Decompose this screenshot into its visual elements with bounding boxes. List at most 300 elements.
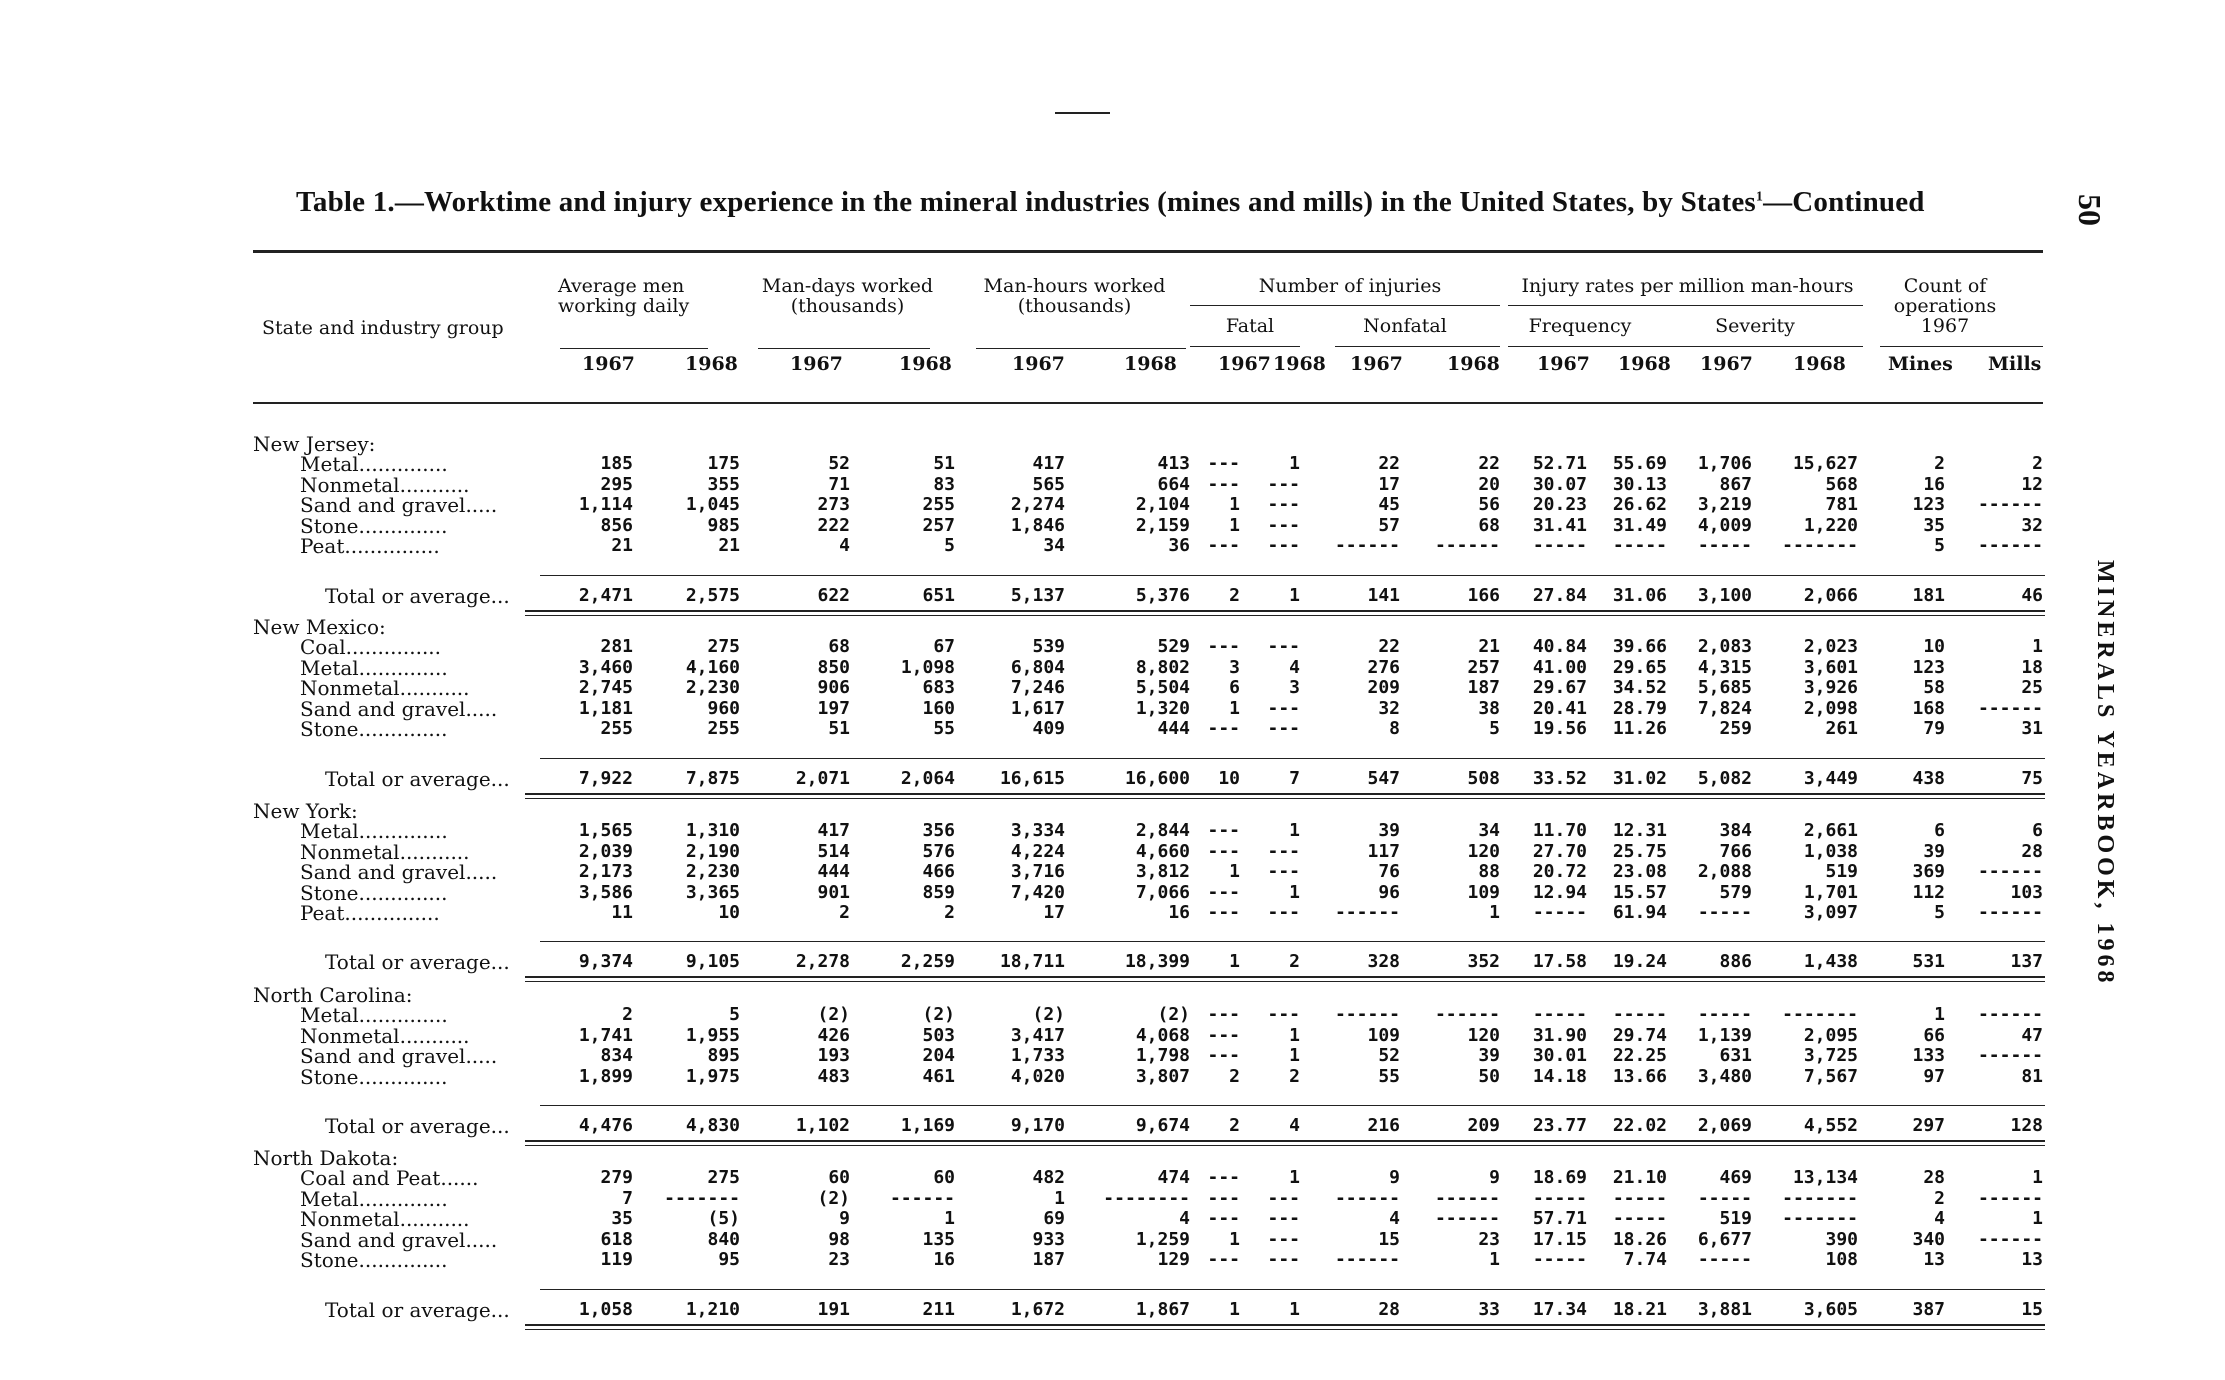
table-cell: --- bbox=[1267, 1249, 1300, 1271]
table-cell: 39 bbox=[1478, 1045, 1500, 1067]
year-header: 1968 bbox=[899, 353, 952, 375]
table-cell: --- bbox=[1267, 1004, 1300, 1025]
table-cell: 28 bbox=[1378, 1299, 1400, 1320]
table-cell: 461 bbox=[922, 1065, 955, 1087]
table-cell: 1,045 bbox=[685, 494, 740, 516]
table-cell: 1,975 bbox=[685, 1065, 740, 1087]
table-cell: 17 bbox=[1043, 902, 1065, 924]
table-cell: ------ bbox=[1977, 902, 2043, 924]
table-cell: --- bbox=[1267, 697, 1300, 719]
table-cell: 2,173 bbox=[578, 861, 633, 883]
table-cell: 5,137 bbox=[1010, 585, 1065, 606]
table-cell: ----- bbox=[1697, 902, 1752, 924]
table-cell: 1,741 bbox=[578, 1024, 633, 1046]
table-cell: 40.84 bbox=[1532, 636, 1587, 657]
table-cell: --- bbox=[1207, 535, 1240, 557]
row-label: Sand and gravel..... bbox=[300, 696, 498, 721]
table-cell: 137 bbox=[2010, 951, 2043, 972]
table-cell: 3,926 bbox=[1803, 677, 1858, 699]
table-cell: 21 bbox=[611, 535, 633, 557]
table-cell: 2 bbox=[1934, 453, 1945, 474]
table-cell: 30.13 bbox=[1612, 473, 1667, 495]
table-cell: 895 bbox=[707, 1045, 740, 1067]
table-cell: 9,374 bbox=[578, 951, 633, 972]
table-row bbox=[0, 880, 2225, 905]
table-cell: 3,449 bbox=[1803, 768, 1858, 789]
table-cell: 683 bbox=[922, 677, 955, 699]
table-cell: 2,745 bbox=[578, 677, 633, 699]
table-cell: 2,844 bbox=[1135, 820, 1190, 841]
year-header: 1967 bbox=[1700, 353, 1753, 375]
row-label: Metal.............. bbox=[300, 1003, 448, 1027]
table-cell: 35 bbox=[1923, 514, 1945, 536]
table-cell: 1,846 bbox=[1010, 514, 1065, 536]
table-cell: 1,102 bbox=[795, 1115, 850, 1136]
table-row bbox=[0, 1005, 2225, 1025]
table-cell: --- bbox=[1267, 861, 1300, 883]
table-cell: 5 bbox=[729, 1004, 740, 1025]
table-cell: 2,159 bbox=[1135, 514, 1190, 536]
table-cell: 119 bbox=[600, 1249, 633, 1271]
table-cell: 3,334 bbox=[1010, 820, 1065, 841]
table-cell: 31.02 bbox=[1612, 768, 1667, 789]
table-cell: 55 bbox=[933, 718, 955, 740]
table-cell: 1 bbox=[1289, 1299, 1300, 1320]
table-cell: 5 bbox=[1934, 535, 1945, 557]
table-cell: 1,955 bbox=[685, 1024, 740, 1046]
table-cell: 390 bbox=[1825, 1228, 1858, 1250]
table-cell: 3,097 bbox=[1803, 902, 1858, 924]
table-cell: 135 bbox=[922, 1228, 955, 1250]
table-cell: 15 bbox=[2021, 1299, 2043, 1320]
table-cell: ------- bbox=[1782, 535, 1858, 557]
table-cell: 18,399 bbox=[1124, 951, 1190, 972]
table-cell: 18 bbox=[2021, 656, 2043, 678]
table-cell: 7,824 bbox=[1697, 697, 1752, 719]
table-cell: 75 bbox=[2021, 768, 2043, 789]
table-cell: 1,259 bbox=[1135, 1228, 1190, 1250]
table-cell: 23.08 bbox=[1612, 861, 1667, 883]
table-cell: (2) bbox=[1032, 1004, 1065, 1025]
table-cell: --- bbox=[1207, 840, 1240, 862]
table-cell: 906 bbox=[817, 677, 850, 699]
table-cell: 4,068 bbox=[1135, 1024, 1190, 1046]
table-row bbox=[0, 655, 2225, 680]
table-cell: 2,230 bbox=[685, 677, 740, 699]
table-cell: 25 bbox=[2021, 677, 2043, 699]
state-heading: New York: bbox=[253, 799, 358, 823]
table-row bbox=[0, 839, 2225, 864]
table-cell: 13 bbox=[1923, 1249, 1945, 1271]
row-label: Coal............... bbox=[300, 635, 442, 659]
year-header: 1968 bbox=[1273, 353, 1326, 375]
table-cell: 257 bbox=[922, 514, 955, 536]
table-cell: 503 bbox=[922, 1024, 955, 1046]
table-cell: 15 bbox=[1378, 1228, 1400, 1250]
table-cell: --- bbox=[1267, 494, 1300, 516]
table-cell: 2 bbox=[1229, 1115, 1240, 1136]
table-cell: 7,567 bbox=[1803, 1065, 1858, 1087]
table-cell: 3,480 bbox=[1697, 1065, 1752, 1087]
table-cell: 1,310 bbox=[685, 820, 740, 841]
table-cell: 9,105 bbox=[685, 951, 740, 972]
table-cell: 2,088 bbox=[1697, 861, 1752, 883]
row-label: Stone.............. bbox=[300, 880, 448, 905]
table-cell: 2,098 bbox=[1803, 697, 1858, 719]
table-row bbox=[0, 696, 2225, 721]
table-cell: 1 bbox=[1229, 514, 1240, 536]
table-cell: 66 bbox=[1923, 1024, 1945, 1046]
table-cell: 34.52 bbox=[1612, 677, 1667, 699]
row-label: Total or average... bbox=[325, 950, 510, 974]
table-cell: 14.18 bbox=[1532, 1065, 1587, 1087]
table-cell: 1,672 bbox=[1010, 1299, 1065, 1320]
table-cell: (2) bbox=[1157, 1004, 1190, 1025]
table-cell: 88 bbox=[1478, 861, 1500, 883]
table-cell: ------ bbox=[1434, 1004, 1500, 1025]
table-row bbox=[0, 1064, 2225, 1089]
table-cell: 257 bbox=[1467, 656, 1500, 678]
table-cell: 60 bbox=[828, 1167, 850, 1188]
table-cell: 21 bbox=[718, 535, 740, 557]
table-row bbox=[0, 821, 2225, 841]
table-cell: 1,617 bbox=[1010, 697, 1065, 719]
table-cell: 2,071 bbox=[795, 768, 850, 789]
table-cell: 1 bbox=[2032, 1208, 2043, 1230]
table-cell: 2 bbox=[1934, 1187, 1945, 1209]
table-cell: 222 bbox=[817, 514, 850, 536]
table-cell: 9 bbox=[839, 1208, 850, 1230]
table-cell: 6 bbox=[1229, 677, 1240, 699]
table-cell: 5 bbox=[1934, 902, 1945, 924]
table-cell: 5,685 bbox=[1697, 677, 1752, 699]
table-cell: 32 bbox=[1378, 697, 1400, 719]
table-cell: 514 bbox=[817, 840, 850, 862]
table-cell: 21 bbox=[1478, 636, 1500, 657]
table-cell: --- bbox=[1207, 453, 1240, 474]
table-cell: 279 bbox=[600, 1167, 633, 1188]
table-cell: 22 bbox=[1378, 453, 1400, 474]
table-row bbox=[0, 1023, 2225, 1048]
table-cell: 295 bbox=[600, 473, 633, 495]
year-header: 1968 bbox=[1618, 353, 1671, 375]
table-cell: 109 bbox=[1367, 1024, 1400, 1046]
table-cell: 32 bbox=[2021, 514, 2043, 536]
table-cell: 1,565 bbox=[578, 820, 633, 841]
table-cell: 216 bbox=[1367, 1115, 1400, 1136]
year-header: 1967 bbox=[1537, 353, 1590, 375]
table-cell: --- bbox=[1207, 881, 1240, 903]
table-cell: 576 bbox=[922, 840, 955, 862]
table-cell: 18.21 bbox=[1612, 1299, 1667, 1320]
table-cell: 2 bbox=[2032, 453, 2043, 474]
table-cell: 444 bbox=[817, 861, 850, 883]
table-cell: 3,601 bbox=[1803, 656, 1858, 678]
table-row bbox=[0, 1168, 2225, 1188]
table-cell: 276 bbox=[1367, 656, 1400, 678]
table-cell: ----- bbox=[1697, 1187, 1752, 1209]
table-cell: 20 bbox=[1478, 473, 1500, 495]
table-cell: 5 bbox=[1489, 718, 1500, 740]
table-row bbox=[0, 1207, 2225, 1232]
row-label: Stone.............. bbox=[300, 1248, 448, 1273]
table-cell: 651 bbox=[922, 585, 955, 606]
table-cell: 6 bbox=[2032, 820, 2043, 841]
table-cell: 166 bbox=[1467, 585, 1500, 606]
header-man-days: Man-days worked (thousands) bbox=[761, 275, 934, 317]
table-cell: 850 bbox=[817, 656, 850, 678]
table-cell: 4,315 bbox=[1697, 656, 1752, 678]
year-header: 1968 bbox=[1124, 353, 1177, 375]
state-heading: North Carolina: bbox=[253, 983, 413, 1007]
year-header: 1968 bbox=[685, 353, 738, 375]
table-cell: --- bbox=[1267, 636, 1300, 657]
table-cell: 2 bbox=[1289, 951, 1300, 972]
table-cell: 41.00 bbox=[1532, 656, 1587, 678]
table-cell: 22.02 bbox=[1612, 1115, 1667, 1136]
table-cell: 3,725 bbox=[1803, 1045, 1858, 1067]
table-cell: 2 bbox=[1229, 585, 1240, 606]
total-double-rule bbox=[525, 981, 2045, 982]
table-cell: 83 bbox=[933, 473, 955, 495]
table-cell: 3,365 bbox=[685, 881, 740, 903]
table-cell: 29.67 bbox=[1532, 677, 1587, 699]
table-cell: --- bbox=[1207, 1167, 1240, 1188]
table-row bbox=[0, 901, 2225, 926]
table-cell: 1,701 bbox=[1803, 881, 1858, 903]
table-cell: 15,627 bbox=[1792, 453, 1858, 474]
table-row bbox=[0, 493, 2225, 518]
table-cell: 55 bbox=[1378, 1065, 1400, 1087]
subtotal-rule bbox=[540, 1105, 2045, 1106]
table-cell: 98 bbox=[828, 1228, 850, 1250]
table-cell: 38 bbox=[1478, 697, 1500, 719]
table-cell: --- bbox=[1267, 902, 1300, 924]
year-header: 1967 bbox=[1012, 353, 1065, 375]
table-cell: 417 bbox=[817, 820, 850, 841]
table-cell: (2) bbox=[817, 1004, 850, 1025]
table-cell: 17.34 bbox=[1532, 1299, 1587, 1320]
table-cell: 369 bbox=[1912, 861, 1945, 883]
header-state-group: State and industry group bbox=[262, 317, 504, 339]
row-label: Peat............... bbox=[300, 534, 440, 559]
row-label: Total or average... bbox=[325, 767, 510, 791]
table-cell: 3,716 bbox=[1010, 861, 1065, 883]
table-cell: 120 bbox=[1467, 840, 1500, 862]
table-cell: 1,733 bbox=[1010, 1045, 1065, 1067]
table-cell: 22.25 bbox=[1612, 1045, 1667, 1067]
table-cell: 1,098 bbox=[900, 656, 955, 678]
table-cell: --- bbox=[1207, 1187, 1240, 1209]
table-cell: 30.07 bbox=[1532, 473, 1587, 495]
table-cell: 17.58 bbox=[1532, 951, 1587, 972]
state-heading: New Jersey: bbox=[253, 432, 376, 456]
table-cell: 1 bbox=[1289, 1024, 1300, 1046]
table-cell: 355 bbox=[707, 473, 740, 495]
table-row bbox=[0, 637, 2225, 657]
table-cell: 2,066 bbox=[1803, 585, 1858, 606]
table-cell: ------- bbox=[664, 1187, 740, 1209]
table-cell: 211 bbox=[922, 1299, 955, 1320]
table-cell: 2,190 bbox=[685, 840, 740, 862]
table-cell: 960 bbox=[707, 697, 740, 719]
table-cell: 79 bbox=[1923, 718, 1945, 740]
table-cell: 31.41 bbox=[1532, 514, 1587, 536]
table-cell: 622 bbox=[817, 585, 850, 606]
page-number: 50 bbox=[2072, 194, 2108, 226]
table-cell: 141 bbox=[1367, 585, 1400, 606]
table-cell: --- bbox=[1207, 1208, 1240, 1230]
table-cell: ------ bbox=[1977, 494, 2043, 516]
table-cell: 19.24 bbox=[1612, 951, 1667, 972]
group-underline bbox=[1508, 346, 1863, 347]
table-cell: 95 bbox=[718, 1249, 740, 1271]
table-row bbox=[0, 676, 2225, 701]
table-cell: ----- bbox=[1532, 1249, 1587, 1271]
table-cell: 1,798 bbox=[1135, 1045, 1190, 1067]
table-cell: 1,220 bbox=[1803, 514, 1858, 536]
table-cell: --- bbox=[1267, 1187, 1300, 1209]
total-double-rule bbox=[525, 615, 2045, 616]
table-cell: ----- bbox=[1697, 535, 1752, 557]
table-cell: 108 bbox=[1825, 1249, 1858, 1271]
table-cell: 16 bbox=[933, 1249, 955, 1271]
table-cell: 3,100 bbox=[1697, 585, 1752, 606]
table-cell: 20.72 bbox=[1532, 861, 1587, 883]
row-label: Metal.............. bbox=[300, 1186, 448, 1211]
table-cell: 1 bbox=[1229, 494, 1240, 516]
table-cell: 120 bbox=[1467, 1024, 1500, 1046]
table-cell: 4,009 bbox=[1697, 514, 1752, 536]
table-cell: --- bbox=[1267, 535, 1300, 557]
table-cell: 1,438 bbox=[1803, 951, 1858, 972]
table-cell: 129 bbox=[1157, 1249, 1190, 1271]
table-cell: 2 bbox=[1229, 1065, 1240, 1087]
table-cell: 1 bbox=[1289, 585, 1300, 606]
table-cell: 7,420 bbox=[1010, 881, 1065, 903]
table-cell: 7,066 bbox=[1135, 881, 1190, 903]
table-cell: 2 bbox=[1289, 1065, 1300, 1087]
table-cell: 2,274 bbox=[1010, 494, 1065, 516]
total-double-rule bbox=[525, 798, 2045, 799]
table-cell: 47 bbox=[2021, 1024, 2043, 1046]
table-cell: 123 bbox=[1912, 656, 1945, 678]
table-cell: 5,082 bbox=[1697, 768, 1752, 789]
table-cell: 547 bbox=[1367, 768, 1400, 789]
table-cell: 4 bbox=[1289, 1115, 1300, 1136]
table-cell: 16,615 bbox=[999, 768, 1065, 789]
table-cell: 33.52 bbox=[1532, 768, 1587, 789]
table-cell: 3,586 bbox=[578, 881, 633, 903]
table-cell: 23 bbox=[1478, 1228, 1500, 1250]
table-cell: 1 bbox=[1229, 861, 1240, 883]
table-cell: ------ bbox=[1977, 1228, 2043, 1250]
running-head: MINERALS YEARBOOK, 1968 bbox=[2092, 560, 2118, 987]
table-cell: 2,023 bbox=[1803, 636, 1858, 657]
table-cell: 387 bbox=[1912, 1299, 1945, 1320]
table-cell: 275 bbox=[707, 1167, 740, 1188]
table-cell: 34 bbox=[1043, 535, 1065, 557]
table-cell: ------ bbox=[1334, 902, 1400, 924]
table-cell: 7 bbox=[622, 1187, 633, 1209]
table-cell: 45 bbox=[1378, 494, 1400, 516]
table-cell: 181 bbox=[1912, 585, 1945, 606]
table-cell: 128 bbox=[2010, 1115, 2043, 1136]
table-cell: 781 bbox=[1825, 494, 1858, 516]
table-cell: ------ bbox=[1334, 1249, 1400, 1271]
table-cell: 2 bbox=[622, 1004, 633, 1025]
table-cell: 5 bbox=[944, 535, 955, 557]
row-label: Sand and gravel..... bbox=[300, 1044, 498, 1069]
total-row bbox=[0, 1116, 2225, 1136]
table-cell: 12.94 bbox=[1532, 881, 1587, 903]
table-cell: 10 bbox=[1923, 636, 1945, 657]
total-double-rule bbox=[525, 1324, 2045, 1326]
row-label: Total or average... bbox=[325, 1298, 510, 1322]
table-cell: 255 bbox=[922, 494, 955, 516]
row-label: Nonmetal........... bbox=[300, 472, 470, 497]
table-cell: 13,134 bbox=[1792, 1167, 1858, 1188]
table-cell: 30.01 bbox=[1532, 1045, 1587, 1067]
table-cell: 4,476 bbox=[578, 1115, 633, 1136]
table-cell: 34 bbox=[1478, 820, 1500, 841]
total-double-rule bbox=[525, 1140, 2045, 1142]
total-double-rule bbox=[525, 1145, 2045, 1146]
table-cell: 21.10 bbox=[1612, 1167, 1667, 1188]
table-cell: 23.77 bbox=[1532, 1115, 1587, 1136]
table-cell: 51 bbox=[828, 718, 850, 740]
table-cell: 1 bbox=[1489, 902, 1500, 924]
header-severity: Severity bbox=[1715, 315, 1795, 337]
table-cell: 9,674 bbox=[1135, 1115, 1190, 1136]
group-underline bbox=[758, 348, 930, 349]
table-cell: 17 bbox=[1378, 473, 1400, 495]
table-cell: 3,881 bbox=[1697, 1299, 1752, 1320]
header-number-injuries: Number of injuries bbox=[1258, 275, 1442, 297]
table-cell: 17.15 bbox=[1532, 1228, 1587, 1250]
table-cell: 3 bbox=[1229, 656, 1240, 678]
table-cell: 175 bbox=[707, 453, 740, 474]
table-row bbox=[0, 454, 2225, 474]
table-cell: 35 bbox=[611, 1208, 633, 1230]
table-cell: ------ bbox=[1434, 1187, 1500, 1209]
table-cell: ----- bbox=[1697, 1004, 1752, 1025]
table-cell: 96 bbox=[1378, 881, 1400, 903]
table-cell: 209 bbox=[1467, 1115, 1500, 1136]
table-row bbox=[0, 1044, 2225, 1069]
table-cell: 3,460 bbox=[578, 656, 633, 678]
table-cell: 2,064 bbox=[900, 768, 955, 789]
table-cell: 7.74 bbox=[1623, 1249, 1667, 1271]
table-cell: 204 bbox=[922, 1045, 955, 1067]
table-cell: 1 bbox=[2032, 1167, 2043, 1188]
table-cell: 23 bbox=[828, 1249, 850, 1271]
table-cell: 2,069 bbox=[1697, 1115, 1752, 1136]
table-cell: 3 bbox=[1289, 677, 1300, 699]
table-cell: 16,600 bbox=[1124, 768, 1190, 789]
total-row bbox=[0, 952, 2225, 972]
table-cell: 46 bbox=[2021, 585, 2043, 606]
table-cell: 1 bbox=[1229, 1299, 1240, 1320]
table-cell: 417 bbox=[1032, 453, 1065, 474]
table-cell: 2,575 bbox=[685, 585, 740, 606]
table-cell: 840 bbox=[707, 1228, 740, 1250]
table-cell: 57 bbox=[1378, 514, 1400, 536]
table-cell: 12 bbox=[2021, 473, 2043, 495]
table-cell: 281 bbox=[600, 636, 633, 657]
table-cell: 9,170 bbox=[1010, 1115, 1065, 1136]
total-double-rule bbox=[525, 793, 2045, 795]
